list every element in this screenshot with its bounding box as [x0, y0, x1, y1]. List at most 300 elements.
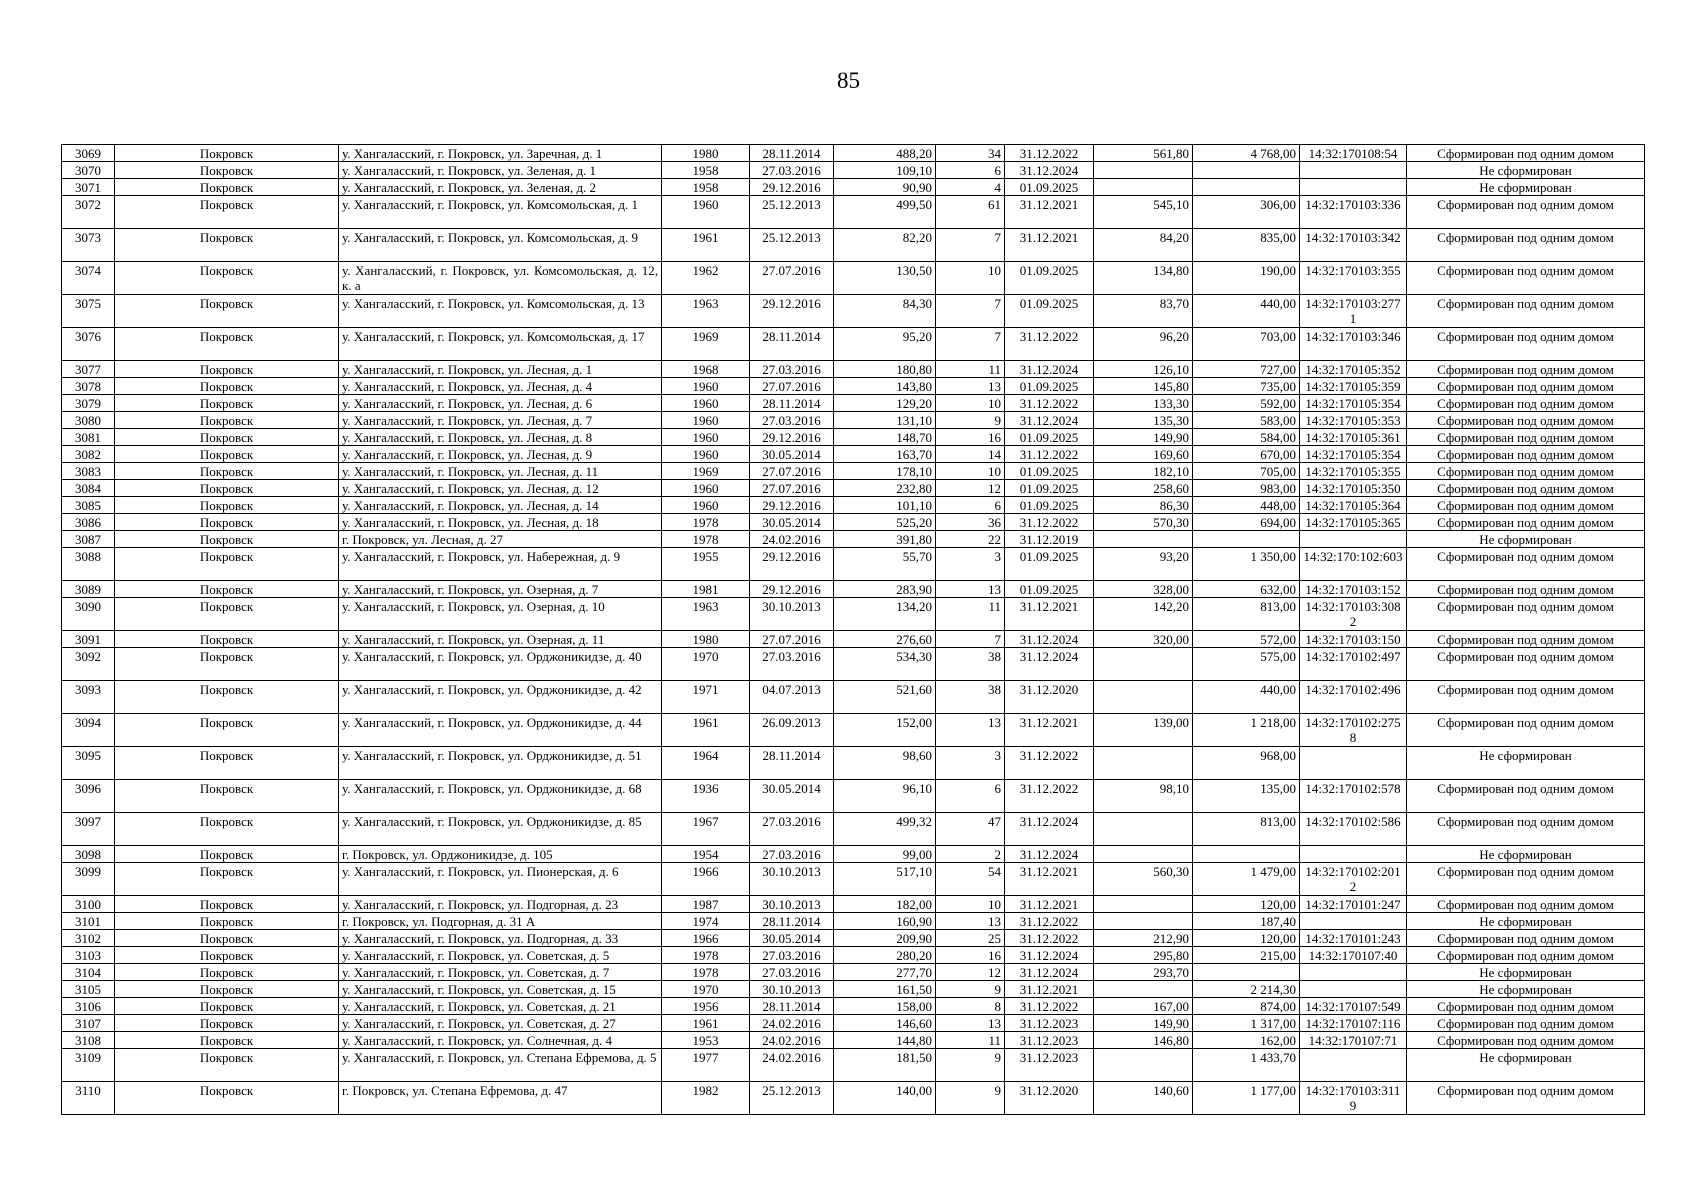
area2-cell: 182,10	[1094, 463, 1193, 480]
deadline-cell: 31.12.2024	[1005, 412, 1094, 429]
area2-cell	[1094, 648, 1193, 681]
table-row	[62, 162, 1645, 179]
area2-cell: 320,00	[1094, 631, 1193, 648]
land-area-cell: 632,00	[1193, 581, 1300, 598]
cadastral-number-cell	[1300, 981, 1407, 998]
land-area-cell: 592,00	[1193, 395, 1300, 412]
area2-cell	[1094, 531, 1193, 548]
city-cell: Покровск	[115, 896, 339, 913]
area2-cell: 145,80	[1094, 378, 1193, 395]
status-cell: Сформирован под одним домом	[1407, 229, 1645, 262]
deadline-cell: 31.12.2021	[1005, 714, 1094, 747]
land-area-cell: 162,00	[1193, 1032, 1300, 1049]
page-number: 85	[837, 68, 860, 93]
area-cell: 96,10	[834, 780, 936, 813]
date-cell: 29.12.2016	[750, 429, 834, 446]
deadline-cell: 31.12.2023	[1005, 1032, 1094, 1049]
area2-cell: 98,10	[1094, 780, 1193, 813]
area-cell: 134,20	[834, 598, 936, 631]
status-cell: Не сформирован	[1407, 531, 1645, 548]
address-cell: у. Хангаласский, г. Покровск, ул. Комсомольская, д. 13	[339, 295, 662, 328]
date-cell: 26.09.2013	[750, 714, 834, 747]
row-number-cell: 3081	[62, 429, 115, 446]
land-area-cell: 575,00	[1193, 648, 1300, 681]
cadastral-number-cell: 14:32:170105:354	[1300, 395, 1407, 412]
residents-count-cell: 7	[936, 328, 1005, 361]
row-number-cell: 3110	[62, 1082, 115, 1115]
date-cell: 27.03.2016	[750, 162, 834, 179]
row-number-cell: 3101	[62, 913, 115, 930]
address-cell: г. Покровск, ул. Подгорная, д. 31 А	[339, 913, 662, 930]
residents-count-cell: 25	[936, 930, 1005, 947]
table-row	[62, 229, 1645, 262]
status-cell: Сформирован под одним домом	[1407, 497, 1645, 514]
table-row	[62, 480, 1645, 497]
area-cell: 534,30	[834, 648, 936, 681]
deadline-cell: 31.12.2024	[1005, 361, 1094, 378]
residents-count-cell: 13	[936, 581, 1005, 598]
status-cell: Сформирован под одним домом	[1407, 295, 1645, 328]
address-cell: у. Хангаласский, г. Покровск, ул. Советская, д. 7	[339, 964, 662, 981]
area-cell: 99,00	[834, 846, 936, 863]
date-cell: 30.10.2013	[750, 981, 834, 998]
residents-count-cell: 13	[936, 1015, 1005, 1032]
date-cell: 24.02.2016	[750, 1015, 834, 1032]
date-cell: 27.03.2016	[750, 947, 834, 964]
area-cell: 163,70	[834, 446, 936, 463]
row-number-cell: 3080	[62, 412, 115, 429]
address-cell: у. Хангаласский, г. Покровск, ул. Лесная, д. 18	[339, 514, 662, 531]
table-row	[62, 145, 1645, 162]
year-cell: 1971	[662, 681, 750, 714]
status-cell: Сформирован под одним домом	[1407, 378, 1645, 395]
date-cell: 27.03.2016	[750, 964, 834, 981]
row-number-cell: 3077	[62, 361, 115, 378]
date-cell: 29.12.2016	[750, 581, 834, 598]
residents-count-cell: 9	[936, 981, 1005, 998]
area2-cell: 140,60	[1094, 1082, 1193, 1115]
area-cell: 499,50	[834, 196, 936, 229]
table-row	[62, 598, 1645, 631]
area2-cell: 139,00	[1094, 714, 1193, 747]
address-cell: у. Хангаласский, г. Покровск, ул. Солнечная, д. 4	[339, 1032, 662, 1049]
row-number-cell: 3106	[62, 998, 115, 1015]
status-cell: Сформирован под одним домом	[1407, 648, 1645, 681]
date-cell: 29.12.2016	[750, 295, 834, 328]
city-cell: Покровск	[115, 179, 339, 196]
date-cell: 27.07.2016	[750, 378, 834, 395]
status-cell: Сформирован под одним домом	[1407, 514, 1645, 531]
area2-cell: 293,70	[1094, 964, 1193, 981]
area-cell: 90,90	[834, 179, 936, 196]
date-cell: 30.10.2013	[750, 863, 834, 896]
land-area-cell: 135,00	[1193, 780, 1300, 813]
year-cell: 1978	[662, 947, 750, 964]
status-cell: Сформирован под одним домом	[1407, 361, 1645, 378]
date-cell: 28.11.2014	[750, 395, 834, 412]
city-cell: Покровск	[115, 1032, 339, 1049]
land-area-cell: 694,00	[1193, 514, 1300, 531]
city-cell: Покровск	[115, 548, 339, 581]
deadline-cell: 01.09.2025	[1005, 262, 1094, 295]
city-cell: Покровск	[115, 1015, 339, 1032]
area-cell: 140,00	[834, 1082, 936, 1115]
area2-cell: 560,30	[1094, 863, 1193, 896]
status-cell: Сформирован под одним домом	[1407, 947, 1645, 964]
residents-count-cell: 10	[936, 395, 1005, 412]
date-cell: 24.02.2016	[750, 1032, 834, 1049]
deadline-cell: 31.12.2021	[1005, 981, 1094, 998]
row-number-cell: 3085	[62, 497, 115, 514]
row-number-cell: 3103	[62, 947, 115, 964]
status-cell: Не сформирован	[1407, 964, 1645, 981]
address-cell: у. Хангаласский, г. Покровск, ул. Орджоникидзе, д. 85	[339, 813, 662, 846]
deadline-cell: 31.12.2021	[1005, 598, 1094, 631]
year-cell: 1963	[662, 598, 750, 631]
deadline-cell: 01.09.2025	[1005, 378, 1094, 395]
city-cell: Покровск	[115, 196, 339, 229]
city-cell: Покровск	[115, 531, 339, 548]
status-cell: Сформирован под одним домом	[1407, 1015, 1645, 1032]
land-area-cell: 1 218,00	[1193, 714, 1300, 747]
area-cell: 488,20	[834, 145, 936, 162]
date-cell: 27.03.2016	[750, 846, 834, 863]
year-cell: 1969	[662, 328, 750, 361]
deadline-cell: 31.12.2024	[1005, 813, 1094, 846]
address-cell: у. Хангаласский, г. Покровск, ул. Зеленая, д. 2	[339, 179, 662, 196]
area-cell: 391,80	[834, 531, 936, 548]
year-cell: 1961	[662, 1015, 750, 1032]
date-cell: 27.03.2016	[750, 813, 834, 846]
land-area-cell: 727,00	[1193, 361, 1300, 378]
area-cell: 82,20	[834, 229, 936, 262]
residents-count-cell: 12	[936, 964, 1005, 981]
row-number-cell: 3099	[62, 863, 115, 896]
year-cell: 1960	[662, 196, 750, 229]
land-area-cell	[1193, 531, 1300, 548]
deadline-cell: 31.12.2022	[1005, 328, 1094, 361]
cadastral-number-cell	[1300, 913, 1407, 930]
deadline-cell: 31.12.2022	[1005, 145, 1094, 162]
row-number-cell: 3087	[62, 531, 115, 548]
area2-cell: 93,20	[1094, 548, 1193, 581]
year-cell: 1960	[662, 497, 750, 514]
area2-cell: 570,30	[1094, 514, 1193, 531]
table-row	[62, 714, 1645, 747]
area2-cell: 86,30	[1094, 497, 1193, 514]
table-row	[62, 1015, 1645, 1032]
date-cell: 29.12.2016	[750, 497, 834, 514]
row-number-cell: 3093	[62, 681, 115, 714]
status-cell: Сформирован под одним домом	[1407, 631, 1645, 648]
table-row	[62, 981, 1645, 998]
area2-cell	[1094, 681, 1193, 714]
row-number-cell: 3071	[62, 179, 115, 196]
deadline-cell: 31.12.2023	[1005, 1015, 1094, 1032]
area-cell: 131,10	[834, 412, 936, 429]
address-cell: у. Хангаласский, г. Покровск, ул. Лесная, д. 1	[339, 361, 662, 378]
area2-cell: 134,80	[1094, 262, 1193, 295]
date-cell: 28.11.2014	[750, 145, 834, 162]
date-cell: 30.05.2014	[750, 930, 834, 947]
table-row	[62, 913, 1645, 930]
year-cell: 1958	[662, 162, 750, 179]
address-cell: у. Хангаласский, г. Покровск, ул. Лесная, д. 14	[339, 497, 662, 514]
residents-count-cell: 47	[936, 813, 1005, 846]
land-area-cell: 1 479,00	[1193, 863, 1300, 896]
area-cell: 158,00	[834, 998, 936, 1015]
city-cell: Покровск	[115, 162, 339, 179]
land-area-cell: 583,00	[1193, 412, 1300, 429]
row-number-cell: 3075	[62, 295, 115, 328]
row-number-cell: 3070	[62, 162, 115, 179]
cadastral-number-cell: 14:32:170105:355	[1300, 463, 1407, 480]
city-cell: Покровск	[115, 328, 339, 361]
residents-count-cell: 3	[936, 747, 1005, 780]
area-cell: 517,10	[834, 863, 936, 896]
land-area-cell: 813,00	[1193, 598, 1300, 631]
cadastral-number-cell: 14:32:170102:201 2	[1300, 863, 1407, 896]
city-cell: Покровск	[115, 1049, 339, 1082]
land-area-cell	[1193, 162, 1300, 179]
status-cell: Сформирован под одним домом	[1407, 863, 1645, 896]
residents-count-cell: 11	[936, 361, 1005, 378]
date-cell: 27.07.2016	[750, 262, 834, 295]
address-cell: у. Хангаласский, г. Покровск, ул. Лесная, д. 4	[339, 378, 662, 395]
row-number-cell: 3107	[62, 1015, 115, 1032]
address-cell: г. Покровск, ул. Степана Ефремова, д. 47	[339, 1082, 662, 1115]
area-cell: 232,80	[834, 480, 936, 497]
row-number-cell: 3104	[62, 964, 115, 981]
table-row	[62, 631, 1645, 648]
status-cell: Сформирован под одним домом	[1407, 930, 1645, 947]
date-cell: 29.12.2016	[750, 179, 834, 196]
table-row	[62, 514, 1645, 531]
deadline-cell: 31.12.2024	[1005, 648, 1094, 681]
cadastral-number-cell	[1300, 162, 1407, 179]
year-cell: 1966	[662, 863, 750, 896]
row-number-cell: 3076	[62, 328, 115, 361]
row-number-cell: 3105	[62, 981, 115, 998]
year-cell: 1960	[662, 395, 750, 412]
area2-cell	[1094, 162, 1193, 179]
date-cell: 30.10.2013	[750, 598, 834, 631]
date-cell: 28.11.2014	[750, 913, 834, 930]
area-cell: 148,70	[834, 429, 936, 446]
city-cell: Покровск	[115, 913, 339, 930]
cadastral-number-cell: 14:32:170101:247	[1300, 896, 1407, 913]
table-row	[62, 930, 1645, 947]
year-cell: 1969	[662, 463, 750, 480]
residents-count-cell: 6	[936, 162, 1005, 179]
city-cell: Покровск	[115, 747, 339, 780]
deadline-cell: 31.12.2021	[1005, 863, 1094, 896]
address-cell: у. Хангаласский, г. Покровск, ул. Лесная, д. 11	[339, 463, 662, 480]
land-area-cell: 306,00	[1193, 196, 1300, 229]
row-number-cell: 3069	[62, 145, 115, 162]
area-cell: 129,20	[834, 395, 936, 412]
city-cell: Покровск	[115, 598, 339, 631]
row-number-cell: 3072	[62, 196, 115, 229]
row-number-cell: 3086	[62, 514, 115, 531]
status-cell: Сформирован под одним домом	[1407, 145, 1645, 162]
area2-cell	[1094, 179, 1193, 196]
address-cell: у. Хангаласский, г. Покровск, ул. Подгорная, д. 23	[339, 896, 662, 913]
deadline-cell: 31.12.2024	[1005, 631, 1094, 648]
year-cell: 1953	[662, 1032, 750, 1049]
area2-cell: 258,60	[1094, 480, 1193, 497]
city-cell: Покровск	[115, 846, 339, 863]
land-area-cell: 813,00	[1193, 813, 1300, 846]
land-area-cell: 1 350,00	[1193, 548, 1300, 581]
residents-count-cell: 12	[936, 480, 1005, 497]
cadastral-number-cell: 14:32:170:102:603	[1300, 548, 1407, 581]
city-cell: Покровск	[115, 378, 339, 395]
deadline-cell: 31.12.2024	[1005, 947, 1094, 964]
year-cell: 1970	[662, 648, 750, 681]
land-area-cell: 190,00	[1193, 262, 1300, 295]
address-cell: у. Хангаласский, г. Покровск, ул. Подгорная, д. 33	[339, 930, 662, 947]
date-cell: 27.03.2016	[750, 361, 834, 378]
land-area-cell: 968,00	[1193, 747, 1300, 780]
table-row	[62, 531, 1645, 548]
status-cell: Сформирован под одним домом	[1407, 548, 1645, 581]
city-cell: Покровск	[115, 262, 339, 295]
area-cell: 209,90	[834, 930, 936, 947]
land-area-cell: 120,00	[1193, 930, 1300, 947]
city-cell: Покровск	[115, 631, 339, 648]
date-cell: 28.11.2014	[750, 998, 834, 1015]
area-cell: 178,10	[834, 463, 936, 480]
status-cell: Сформирован под одним домом	[1407, 1082, 1645, 1115]
area-cell: 499,32	[834, 813, 936, 846]
area-cell: 276,60	[834, 631, 936, 648]
city-cell: Покровск	[115, 581, 339, 598]
land-area-cell	[1193, 179, 1300, 196]
address-cell: у. Хангаласский, г. Покровск, ул. Комсомольская, д. 17	[339, 328, 662, 361]
residents-count-cell: 14	[936, 446, 1005, 463]
status-cell: Сформирован под одним домом	[1407, 463, 1645, 480]
year-cell: 1936	[662, 780, 750, 813]
year-cell: 1968	[662, 361, 750, 378]
table-row	[62, 548, 1645, 581]
address-cell: у. Хангаласский, г. Покровск, ул. Советская, д. 5	[339, 947, 662, 964]
cadastral-number-cell: 14:32:170108:54	[1300, 145, 1407, 162]
table-row	[62, 813, 1645, 846]
cadastral-number-cell: 14:32:170105:361	[1300, 429, 1407, 446]
residents-count-cell: 7	[936, 295, 1005, 328]
residents-count-cell: 9	[936, 1049, 1005, 1082]
deadline-cell: 31.12.2021	[1005, 196, 1094, 229]
date-cell: 29.12.2016	[750, 548, 834, 581]
year-cell: 1962	[662, 262, 750, 295]
address-cell: у. Хангаласский, г. Покровск, ул. Пионерская, д. 6	[339, 863, 662, 896]
address-cell: у. Хангаласский, г. Покровск, ул. Озерная, д. 7	[339, 581, 662, 598]
city-cell: Покровск	[115, 930, 339, 947]
year-cell: 1982	[662, 1082, 750, 1115]
table-row	[62, 295, 1645, 328]
city-cell: Покровск	[115, 361, 339, 378]
deadline-cell: 31.12.2023	[1005, 1049, 1094, 1082]
cadastral-number-cell: 14:32:170101:243	[1300, 930, 1407, 947]
status-cell: Не сформирован	[1407, 913, 1645, 930]
cadastral-number-cell	[1300, 531, 1407, 548]
cadastral-number-cell: 14:32:170105:365	[1300, 514, 1407, 531]
area-cell: 525,20	[834, 514, 936, 531]
deadline-cell: 31.12.2022	[1005, 780, 1094, 813]
year-cell: 1964	[662, 747, 750, 780]
table-body	[62, 145, 1645, 1115]
residents-count-cell: 7	[936, 229, 1005, 262]
city-cell: Покровск	[115, 429, 339, 446]
cadastral-number-cell: 14:32:170105:359	[1300, 378, 1407, 395]
row-number-cell: 3074	[62, 262, 115, 295]
land-area-cell	[1193, 964, 1300, 981]
land-area-cell	[1193, 846, 1300, 863]
city-cell: Покровск	[115, 1082, 339, 1115]
year-cell: 1960	[662, 412, 750, 429]
row-number-cell: 3097	[62, 813, 115, 846]
cadastral-number-cell	[1300, 179, 1407, 196]
cadastral-number-cell: 14:32:170102:578	[1300, 780, 1407, 813]
row-number-cell: 3095	[62, 747, 115, 780]
land-area-cell: 703,00	[1193, 328, 1300, 361]
status-cell: Сформирован под одним домом	[1407, 328, 1645, 361]
date-cell: 25.12.2013	[750, 229, 834, 262]
status-cell: Сформирован под одним домом	[1407, 681, 1645, 714]
date-cell: 24.02.2016	[750, 1049, 834, 1082]
status-cell: Сформирован под одним домом	[1407, 480, 1645, 497]
cadastral-number-cell: 14:32:170102:496	[1300, 681, 1407, 714]
area2-cell	[1094, 913, 1193, 930]
land-area-cell: 670,00	[1193, 446, 1300, 463]
year-cell: 1958	[662, 179, 750, 196]
residents-count-cell: 8	[936, 998, 1005, 1015]
status-cell: Сформирован под одним домом	[1407, 412, 1645, 429]
area-cell: 283,90	[834, 581, 936, 598]
city-cell: Покровск	[115, 681, 339, 714]
year-cell: 1955	[662, 548, 750, 581]
land-area-cell: 440,00	[1193, 681, 1300, 714]
residents-count-cell: 11	[936, 598, 1005, 631]
cadastral-number-cell: 14:32:170105:353	[1300, 412, 1407, 429]
date-cell: 28.11.2014	[750, 747, 834, 780]
land-area-cell: 2 214,30	[1193, 981, 1300, 998]
residents-count-cell: 10	[936, 896, 1005, 913]
year-cell: 1961	[662, 714, 750, 747]
cadastral-number-cell: 14:32:170105:364	[1300, 497, 1407, 514]
address-cell: у. Хангаласский, г. Покровск, ул. Лесная, д. 9	[339, 446, 662, 463]
area2-cell: 133,30	[1094, 395, 1193, 412]
area-cell: 109,10	[834, 162, 936, 179]
status-cell: Не сформирован	[1407, 162, 1645, 179]
cadastral-number-cell: 14:32:170107:116	[1300, 1015, 1407, 1032]
date-cell: 27.03.2016	[750, 648, 834, 681]
area2-cell: 561,80	[1094, 145, 1193, 162]
area-cell: 152,00	[834, 714, 936, 747]
table-row	[62, 681, 1645, 714]
housing-registry-table	[61, 144, 1645, 1115]
cadastral-number-cell: 14:32:170103:150	[1300, 631, 1407, 648]
area-cell: 84,30	[834, 295, 936, 328]
residents-count-cell: 36	[936, 514, 1005, 531]
year-cell: 1981	[662, 581, 750, 598]
row-number-cell: 3096	[62, 780, 115, 813]
address-cell: у. Хангаласский, г. Покровск, ул. Комсомольская, д. 9	[339, 229, 662, 262]
table-row	[62, 361, 1645, 378]
residents-count-cell: 16	[936, 947, 1005, 964]
table-row	[62, 648, 1645, 681]
